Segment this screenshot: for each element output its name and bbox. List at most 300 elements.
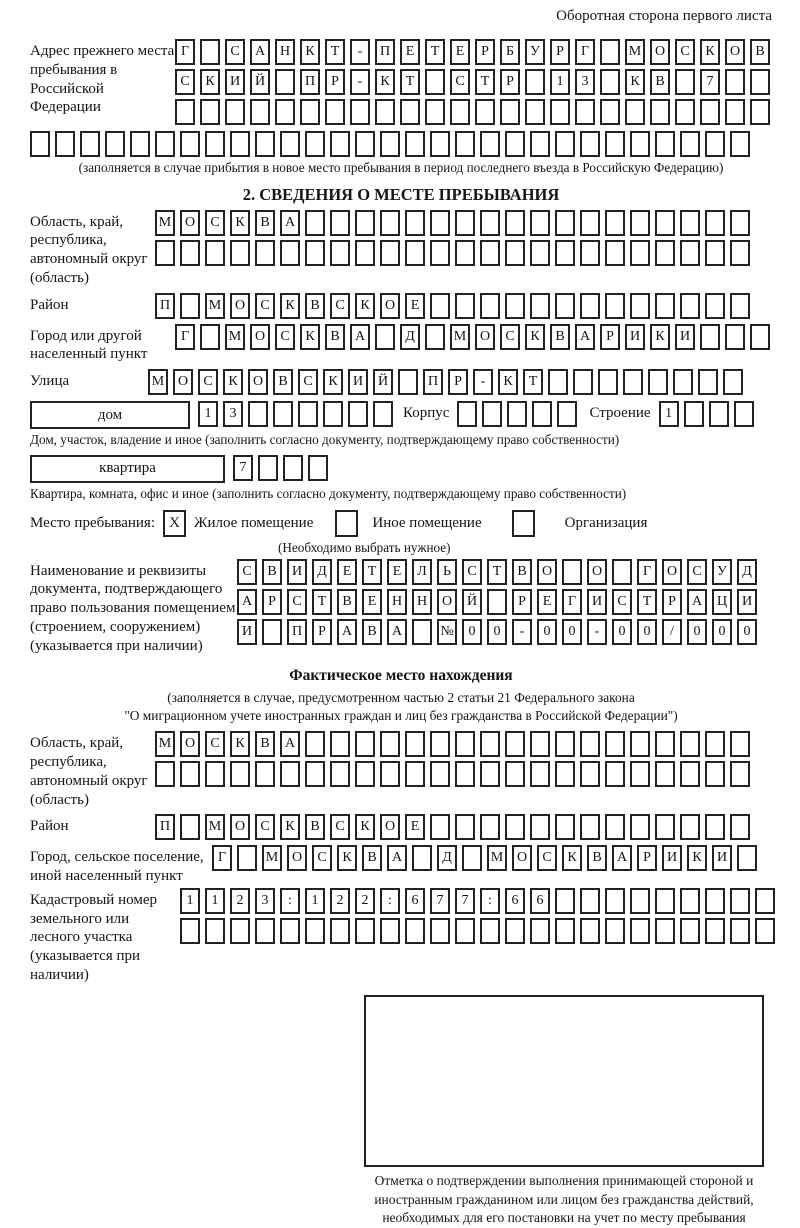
char-box[interactable]: С: [205, 210, 225, 236]
char-box[interactable]: [205, 131, 225, 157]
char-box[interactable]: С: [330, 293, 350, 319]
char-box[interactable]: [430, 131, 450, 157]
char-box[interactable]: Г: [637, 559, 657, 585]
char-box[interactable]: С: [255, 293, 275, 319]
char-box[interactable]: Р: [662, 589, 682, 615]
char-box[interactable]: [532, 401, 552, 427]
char-box[interactable]: [530, 814, 550, 840]
char-box[interactable]: [480, 293, 500, 319]
char-box[interactable]: [725, 324, 745, 350]
char-box[interactable]: 0: [712, 619, 732, 645]
char-box[interactable]: [255, 918, 275, 944]
char-box[interactable]: [405, 210, 425, 236]
char-box[interactable]: [205, 240, 225, 266]
char-box[interactable]: [480, 240, 500, 266]
char-box[interactable]: В: [362, 845, 382, 871]
char-box[interactable]: [230, 131, 250, 157]
char-box[interactable]: [205, 918, 225, 944]
char-box[interactable]: [600, 39, 620, 65]
char-box[interactable]: Т: [362, 559, 382, 585]
char-box[interactable]: 3: [575, 69, 595, 95]
char-box[interactable]: Т: [637, 589, 657, 615]
char-box[interactable]: [680, 240, 700, 266]
char-box[interactable]: №: [437, 619, 457, 645]
char-box[interactable]: В: [255, 210, 275, 236]
char-box[interactable]: [55, 131, 75, 157]
char-box[interactable]: [680, 888, 700, 914]
char-box[interactable]: [548, 369, 568, 395]
char-box[interactable]: [412, 619, 432, 645]
char-box[interactable]: [300, 99, 320, 125]
char-box[interactable]: 1: [550, 69, 570, 95]
char-box[interactable]: [480, 731, 500, 757]
char-box[interactable]: [605, 731, 625, 757]
char-box[interactable]: [730, 131, 750, 157]
char-box[interactable]: К: [525, 324, 545, 350]
char-box[interactable]: [330, 761, 350, 787]
char-box[interactable]: [730, 761, 750, 787]
char-box[interactable]: [675, 99, 695, 125]
char-box[interactable]: И: [712, 845, 732, 871]
char-box[interactable]: О: [250, 324, 270, 350]
char-box[interactable]: -: [350, 39, 370, 65]
char-box[interactable]: [630, 293, 650, 319]
char-box[interactable]: В: [262, 559, 282, 585]
char-box[interactable]: [525, 69, 545, 95]
char-box[interactable]: [530, 240, 550, 266]
char-box[interactable]: [373, 401, 393, 427]
char-box[interactable]: [557, 401, 577, 427]
char-box[interactable]: [625, 99, 645, 125]
char-box[interactable]: 0: [487, 619, 507, 645]
char-box[interactable]: О: [437, 589, 457, 615]
char-box[interactable]: [487, 589, 507, 615]
char-box[interactable]: [750, 69, 770, 95]
char-box[interactable]: 0: [537, 619, 557, 645]
char-box[interactable]: -: [587, 619, 607, 645]
char-box[interactable]: А: [280, 210, 300, 236]
char-box[interactable]: [655, 918, 675, 944]
char-box[interactable]: [630, 131, 650, 157]
char-box[interactable]: К: [230, 210, 250, 236]
char-box[interactable]: [380, 131, 400, 157]
char-box[interactable]: [200, 99, 220, 125]
char-box[interactable]: 2: [230, 888, 250, 914]
char-box[interactable]: [725, 99, 745, 125]
char-box[interactable]: У: [525, 39, 545, 65]
char-box[interactable]: [305, 761, 325, 787]
char-box[interactable]: [505, 131, 525, 157]
char-box[interactable]: Р: [550, 39, 570, 65]
char-box[interactable]: С: [255, 814, 275, 840]
char-box[interactable]: [725, 69, 745, 95]
char-box[interactable]: С: [462, 559, 482, 585]
char-box[interactable]: К: [650, 324, 670, 350]
char-box[interactable]: А: [612, 845, 632, 871]
char-box[interactable]: [655, 731, 675, 757]
char-box[interactable]: [705, 888, 725, 914]
char-box[interactable]: [355, 918, 375, 944]
char-box[interactable]: Р: [475, 39, 495, 65]
char-box[interactable]: 1: [180, 888, 200, 914]
char-box[interactable]: [455, 293, 475, 319]
char-box[interactable]: [612, 559, 632, 585]
char-box[interactable]: [530, 761, 550, 787]
char-box[interactable]: [250, 99, 270, 125]
char-box[interactable]: А: [687, 589, 707, 615]
char-box[interactable]: [305, 731, 325, 757]
char-box[interactable]: [530, 918, 550, 944]
char-box[interactable]: А: [350, 324, 370, 350]
char-box[interactable]: [705, 293, 725, 319]
char-box[interactable]: К: [323, 369, 343, 395]
char-box[interactable]: [705, 240, 725, 266]
char-box[interactable]: [180, 240, 200, 266]
char-box[interactable]: [723, 369, 743, 395]
char-box[interactable]: Е: [405, 293, 425, 319]
char-box[interactable]: К: [230, 731, 250, 757]
char-box[interactable]: К: [300, 324, 320, 350]
char-box[interactable]: 1: [205, 888, 225, 914]
char-box[interactable]: [505, 731, 525, 757]
char-box[interactable]: [684, 401, 704, 427]
char-box[interactable]: [455, 761, 475, 787]
char-box[interactable]: В: [750, 39, 770, 65]
char-box[interactable]: [200, 324, 220, 350]
char-box[interactable]: Е: [362, 589, 382, 615]
char-box[interactable]: К: [498, 369, 518, 395]
char-box[interactable]: [375, 99, 395, 125]
char-box[interactable]: Р: [637, 845, 657, 871]
char-box[interactable]: [730, 918, 750, 944]
char-box[interactable]: [480, 918, 500, 944]
char-box[interactable]: [500, 99, 520, 125]
char-box[interactable]: К: [337, 845, 357, 871]
char-box[interactable]: [505, 240, 525, 266]
char-box[interactable]: В: [325, 324, 345, 350]
char-box[interactable]: [730, 888, 750, 914]
char-box[interactable]: [655, 210, 675, 236]
char-box[interactable]: [225, 99, 245, 125]
char-box[interactable]: [380, 240, 400, 266]
char-box[interactable]: [105, 131, 125, 157]
char-box[interactable]: С: [450, 69, 470, 95]
char-box[interactable]: [80, 131, 100, 157]
char-box[interactable]: И: [287, 559, 307, 585]
char-box[interactable]: Р: [600, 324, 620, 350]
char-box[interactable]: С: [537, 845, 557, 871]
char-box[interactable]: К: [700, 39, 720, 65]
char-box[interactable]: 0: [462, 619, 482, 645]
char-box[interactable]: [755, 918, 775, 944]
char-box[interactable]: [650, 99, 670, 125]
char-box[interactable]: [455, 918, 475, 944]
char-box[interactable]: [180, 293, 200, 319]
char-box[interactable]: [255, 761, 275, 787]
char-box[interactable]: [580, 240, 600, 266]
char-box[interactable]: С: [675, 39, 695, 65]
char-box[interactable]: [375, 324, 395, 350]
char-box[interactable]: А: [387, 619, 407, 645]
char-box[interactable]: [655, 240, 675, 266]
char-box[interactable]: [305, 918, 325, 944]
char-box[interactable]: [380, 918, 400, 944]
char-box[interactable]: [405, 761, 425, 787]
char-box[interactable]: К: [200, 69, 220, 95]
char-box[interactable]: [630, 761, 650, 787]
char-box[interactable]: А: [337, 619, 357, 645]
char-box[interactable]: О: [662, 559, 682, 585]
char-box[interactable]: 0: [612, 619, 632, 645]
char-box[interactable]: [155, 240, 175, 266]
char-box[interactable]: [205, 761, 225, 787]
char-box[interactable]: [580, 293, 600, 319]
char-box[interactable]: Р: [325, 69, 345, 95]
char-box[interactable]: [655, 131, 675, 157]
char-box[interactable]: [355, 761, 375, 787]
char-box[interactable]: [155, 131, 175, 157]
char-box[interactable]: Р: [448, 369, 468, 395]
char-box[interactable]: [630, 918, 650, 944]
char-box[interactable]: Н: [275, 39, 295, 65]
char-box[interactable]: [425, 69, 445, 95]
char-box[interactable]: Р: [512, 589, 532, 615]
char-box[interactable]: Р: [312, 619, 332, 645]
char-box[interactable]: [580, 918, 600, 944]
char-box[interactable]: О: [380, 293, 400, 319]
char-box[interactable]: В: [273, 369, 293, 395]
char-box[interactable]: И: [237, 619, 257, 645]
char-box[interactable]: Т: [325, 39, 345, 65]
char-box[interactable]: [630, 240, 650, 266]
char-box[interactable]: [275, 69, 295, 95]
char-box[interactable]: Т: [312, 589, 332, 615]
char-box[interactable]: [355, 731, 375, 757]
char-box[interactable]: [648, 369, 668, 395]
char-box[interactable]: О: [475, 324, 495, 350]
char-box[interactable]: К: [223, 369, 243, 395]
char-box[interactable]: В: [362, 619, 382, 645]
checkbox-organization[interactable]: [512, 510, 535, 537]
char-box[interactable]: К: [300, 39, 320, 65]
char-box[interactable]: М: [450, 324, 470, 350]
char-box[interactable]: [734, 401, 754, 427]
char-box[interactable]: О: [587, 559, 607, 585]
char-box[interactable]: У: [712, 559, 732, 585]
char-box[interactable]: С: [330, 814, 350, 840]
char-box[interactable]: В: [550, 324, 570, 350]
char-box[interactable]: [430, 814, 450, 840]
char-box[interactable]: [530, 210, 550, 236]
char-box[interactable]: [482, 401, 502, 427]
char-box[interactable]: [605, 761, 625, 787]
char-box[interactable]: [475, 99, 495, 125]
char-box[interactable]: [550, 99, 570, 125]
char-box[interactable]: [698, 369, 718, 395]
char-box[interactable]: Д: [312, 559, 332, 585]
char-box[interactable]: Т: [400, 69, 420, 95]
char-box[interactable]: 0: [737, 619, 757, 645]
char-box[interactable]: С: [275, 324, 295, 350]
char-box[interactable]: Г: [175, 39, 195, 65]
char-box[interactable]: [705, 918, 725, 944]
char-box[interactable]: К: [375, 69, 395, 95]
char-box[interactable]: [298, 401, 318, 427]
char-box[interactable]: К: [355, 814, 375, 840]
char-box[interactable]: Г: [562, 589, 582, 615]
char-box[interactable]: Л: [412, 559, 432, 585]
char-box[interactable]: К: [687, 845, 707, 871]
char-box[interactable]: [425, 99, 445, 125]
char-box[interactable]: П: [300, 69, 320, 95]
char-box[interactable]: [575, 99, 595, 125]
char-box[interactable]: [555, 888, 575, 914]
char-box[interactable]: [730, 293, 750, 319]
char-box[interactable]: [750, 99, 770, 125]
char-box[interactable]: К: [280, 814, 300, 840]
char-box[interactable]: [305, 210, 325, 236]
char-box[interactable]: С: [205, 731, 225, 757]
char-box[interactable]: К: [280, 293, 300, 319]
char-box[interactable]: [175, 99, 195, 125]
char-box[interactable]: 6: [405, 888, 425, 914]
char-box[interactable]: С: [287, 589, 307, 615]
char-box[interactable]: [430, 240, 450, 266]
char-box[interactable]: [430, 761, 450, 787]
char-box[interactable]: [507, 401, 527, 427]
char-box[interactable]: [605, 814, 625, 840]
char-box[interactable]: [505, 210, 525, 236]
char-box[interactable]: :: [380, 888, 400, 914]
char-box[interactable]: И: [675, 324, 695, 350]
char-box[interactable]: Д: [737, 559, 757, 585]
char-box[interactable]: О: [180, 210, 200, 236]
char-box[interactable]: [605, 131, 625, 157]
char-box[interactable]: [305, 240, 325, 266]
checkbox-other-premises[interactable]: [335, 510, 358, 537]
char-box[interactable]: 1: [659, 401, 679, 427]
char-box[interactable]: М: [155, 210, 175, 236]
char-box[interactable]: И: [587, 589, 607, 615]
char-box[interactable]: А: [575, 324, 595, 350]
char-box[interactable]: А: [250, 39, 270, 65]
char-box[interactable]: [255, 131, 275, 157]
char-box[interactable]: [480, 210, 500, 236]
char-box[interactable]: [600, 99, 620, 125]
char-box[interactable]: [480, 814, 500, 840]
char-box[interactable]: [680, 131, 700, 157]
char-box[interactable]: Е: [337, 559, 357, 585]
char-box[interactable]: С: [225, 39, 245, 65]
char-box[interactable]: П: [287, 619, 307, 645]
char-box[interactable]: Г: [575, 39, 595, 65]
char-box[interactable]: 6: [530, 888, 550, 914]
char-box[interactable]: [630, 814, 650, 840]
char-box[interactable]: [630, 210, 650, 236]
char-box[interactable]: [555, 293, 575, 319]
char-box[interactable]: Т: [475, 69, 495, 95]
char-box[interactable]: [430, 293, 450, 319]
char-box[interactable]: [555, 131, 575, 157]
char-box[interactable]: [230, 240, 250, 266]
char-box[interactable]: [283, 455, 303, 481]
char-box[interactable]: [555, 761, 575, 787]
char-box[interactable]: [305, 131, 325, 157]
char-box[interactable]: О: [230, 293, 250, 319]
char-box[interactable]: О: [380, 814, 400, 840]
char-box[interactable]: Е: [405, 814, 425, 840]
char-box[interactable]: [180, 814, 200, 840]
char-box[interactable]: [430, 210, 450, 236]
char-box[interactable]: [255, 240, 275, 266]
char-box[interactable]: 1: [305, 888, 325, 914]
char-box[interactable]: О: [230, 814, 250, 840]
char-box[interactable]: Т: [487, 559, 507, 585]
char-box[interactable]: [598, 369, 618, 395]
char-box[interactable]: Н: [412, 589, 432, 615]
char-box[interactable]: Н: [387, 589, 407, 615]
char-box[interactable]: [280, 761, 300, 787]
char-box[interactable]: Ц: [712, 589, 732, 615]
char-box[interactable]: 2: [355, 888, 375, 914]
stamp-box[interactable]: [364, 995, 764, 1167]
char-box[interactable]: [555, 731, 575, 757]
char-box[interactable]: [655, 814, 675, 840]
char-box[interactable]: [580, 131, 600, 157]
char-box[interactable]: М: [148, 369, 168, 395]
char-box[interactable]: Т: [523, 369, 543, 395]
char-box[interactable]: [555, 918, 575, 944]
char-box[interactable]: [530, 293, 550, 319]
char-box[interactable]: [680, 918, 700, 944]
char-box[interactable]: И: [225, 69, 245, 95]
char-box[interactable]: [355, 240, 375, 266]
char-box[interactable]: [280, 240, 300, 266]
char-box[interactable]: П: [155, 293, 175, 319]
char-box[interactable]: В: [305, 814, 325, 840]
char-box[interactable]: [450, 99, 470, 125]
char-box[interactable]: [430, 918, 450, 944]
char-box[interactable]: [400, 99, 420, 125]
char-box[interactable]: Ь: [437, 559, 457, 585]
char-box[interactable]: [350, 99, 370, 125]
char-box[interactable]: [480, 761, 500, 787]
char-box[interactable]: К: [355, 293, 375, 319]
char-box[interactable]: П: [423, 369, 443, 395]
char-box[interactable]: С: [175, 69, 195, 95]
char-box[interactable]: И: [348, 369, 368, 395]
char-box[interactable]: М: [487, 845, 507, 871]
char-box[interactable]: В: [512, 559, 532, 585]
char-box[interactable]: 3: [223, 401, 243, 427]
char-box[interactable]: [750, 324, 770, 350]
char-box[interactable]: [755, 888, 775, 914]
char-box[interactable]: М: [205, 293, 225, 319]
char-box[interactable]: [280, 918, 300, 944]
char-box[interactable]: [605, 918, 625, 944]
char-box[interactable]: 1: [198, 401, 218, 427]
char-box[interactable]: С: [612, 589, 632, 615]
char-box[interactable]: [455, 210, 475, 236]
char-box[interactable]: [330, 240, 350, 266]
char-box[interactable]: Й: [373, 369, 393, 395]
char-box[interactable]: [680, 731, 700, 757]
char-box[interactable]: А: [387, 845, 407, 871]
char-box[interactable]: [525, 99, 545, 125]
char-box[interactable]: Е: [450, 39, 470, 65]
char-box[interactable]: [573, 369, 593, 395]
char-box[interactable]: Д: [400, 324, 420, 350]
